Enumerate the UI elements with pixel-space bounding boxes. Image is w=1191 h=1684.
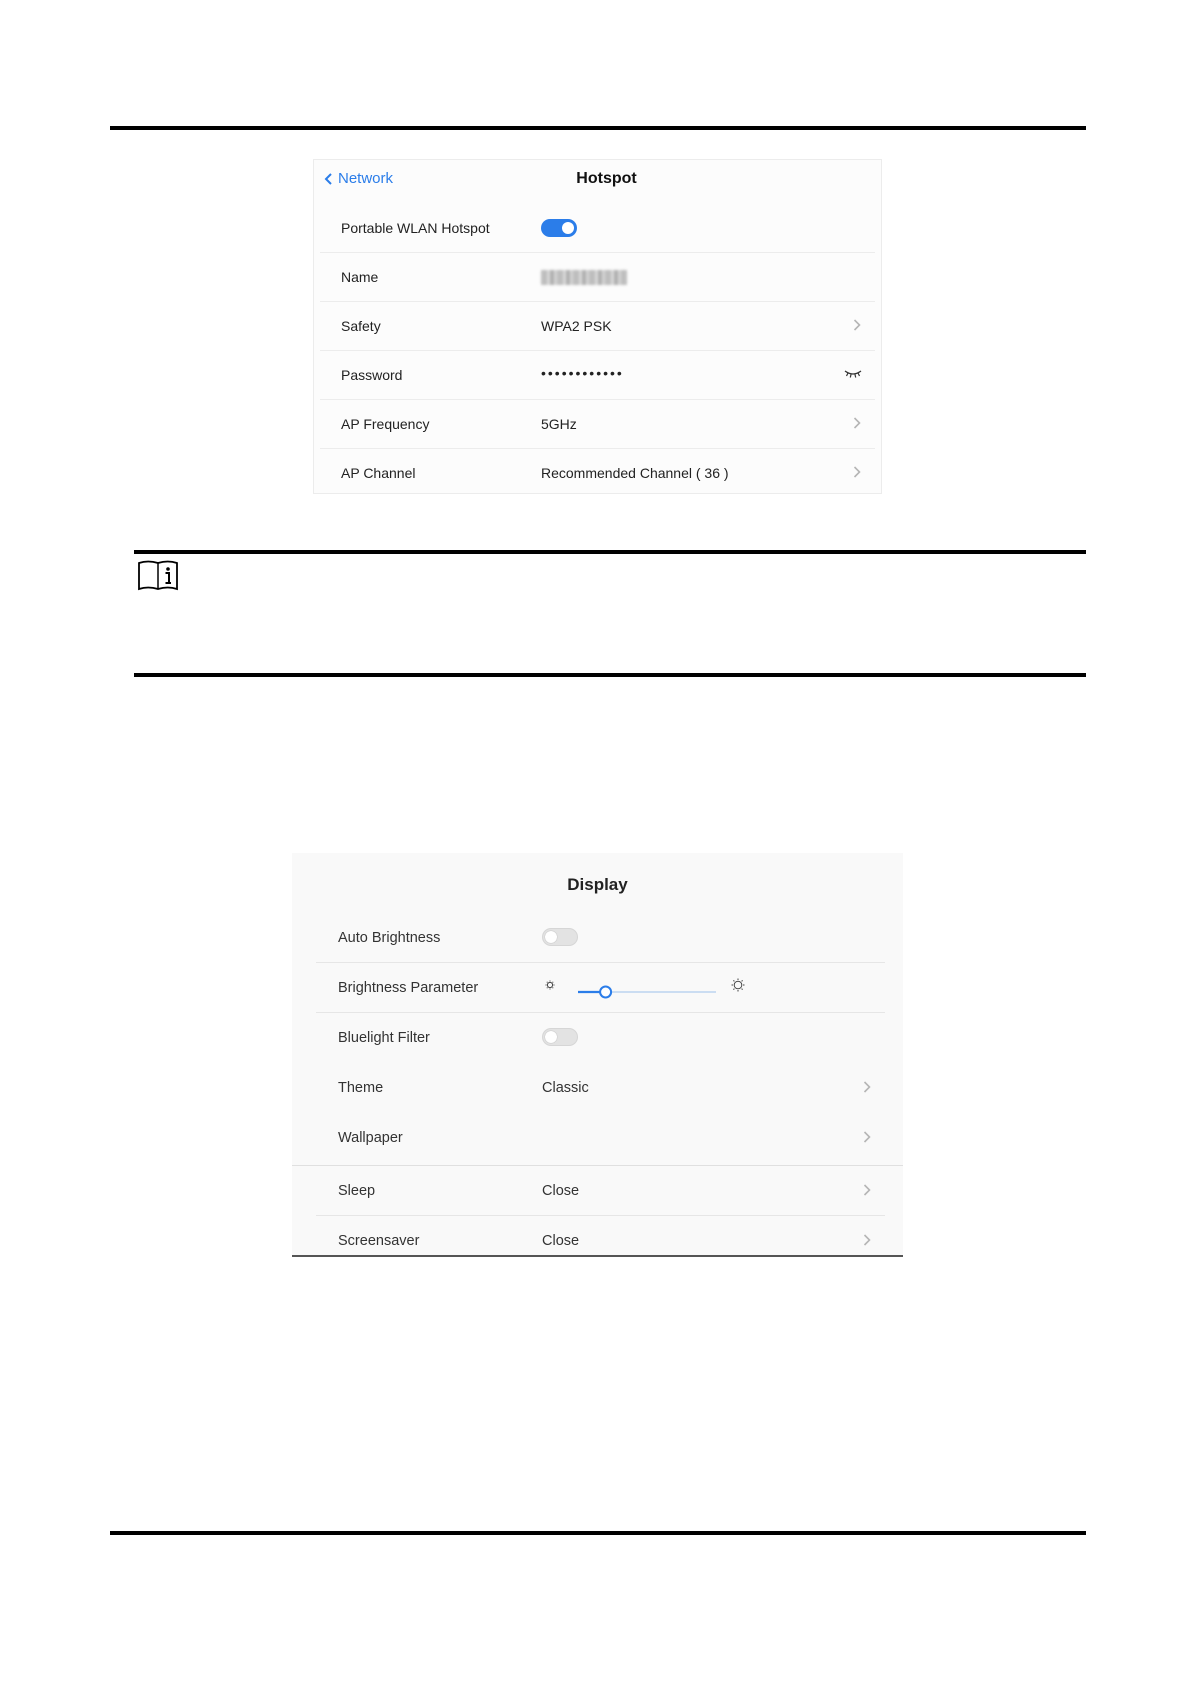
row-label: Brightness Parameter <box>338 980 479 996</box>
eye-closed-icon[interactable] <box>843 368 863 380</box>
display-screenshot <box>292 853 903 1257</box>
row-label: Wallpaper <box>338 1130 403 1146</box>
row-label: AP Channel <box>341 465 416 481</box>
safety-value: WPA2 PSK <box>541 318 612 334</box>
footer-rule <box>110 1531 1086 1535</box>
row-label: Auto Brightness <box>338 930 441 946</box>
row-label: Sleep <box>338 1183 376 1199</box>
chevron-right-icon <box>863 1080 871 1094</box>
row-ap-channel[interactable] <box>320 449 875 498</box>
sun-small-icon <box>546 981 555 990</box>
row-wallpaper[interactable] <box>316 1113 885 1163</box>
row-auto-brightness <box>316 913 885 963</box>
brightness-slider[interactable] <box>542 975 752 1001</box>
portable-hotspot-toggle[interactable] <box>541 219 577 237</box>
auto-brightness-toggle[interactable] <box>542 928 578 946</box>
row-bluelight-filter <box>316 1013 885 1063</box>
page-title: Display <box>567 875 628 894</box>
back-label: Network <box>338 170 394 187</box>
sun-large-icon <box>732 979 745 992</box>
row-screensaver[interactable] <box>316 1216 885 1266</box>
note-book-icon <box>137 558 179 592</box>
note-bottom-rule <box>134 673 1086 677</box>
slider-thumb[interactable] <box>600 987 611 998</box>
chevron-right-icon <box>853 465 861 479</box>
chevron-right-icon <box>853 318 861 332</box>
note-top-rule <box>134 550 1086 554</box>
row-name[interactable] <box>320 253 875 302</box>
page-title: Hotspot <box>576 170 637 187</box>
ap-channel-value: Recommended Channel ( 36 ) <box>541 465 729 481</box>
sleep-value: Close <box>542 1183 580 1199</box>
chevron-right-icon <box>863 1183 871 1197</box>
row-label: Safety <box>341 318 381 334</box>
row-label: Name <box>341 269 379 285</box>
row-brightness-parameter <box>316 963 885 1013</box>
row-label: Portable WLAN Hotspot <box>341 220 490 236</box>
row-label: AP Frequency <box>341 416 430 432</box>
hotspot-screenshot <box>313 159 882 494</box>
row-password[interactable] <box>320 351 875 400</box>
theme-value: Classic <box>542 1080 589 1096</box>
screensaver-value: Close <box>542 1233 580 1249</box>
header-rule <box>110 126 1086 130</box>
chevron-right-icon <box>853 416 861 430</box>
ap-frequency-value: 5GHz <box>541 416 577 432</box>
chevron-right-icon <box>863 1233 871 1247</box>
row-ap-frequency[interactable] <box>320 400 875 449</box>
password-value: •••••••••••• <box>541 365 624 381</box>
bluelight-filter-toggle[interactable] <box>542 1028 578 1046</box>
row-label: Password <box>341 367 403 383</box>
hotspot-header <box>314 160 881 204</box>
row-sleep[interactable] <box>316 1166 885 1216</box>
row-label: Screensaver <box>338 1233 420 1249</box>
chevron-right-icon <box>863 1130 871 1144</box>
row-label: Bluelight Filter <box>338 1030 430 1046</box>
row-safety[interactable] <box>320 302 875 351</box>
row-theme[interactable] <box>316 1063 885 1113</box>
row-portable-wlan-hotspot <box>320 204 875 253</box>
row-label: Theme <box>338 1080 384 1096</box>
name-value-blurred <box>541 270 627 285</box>
